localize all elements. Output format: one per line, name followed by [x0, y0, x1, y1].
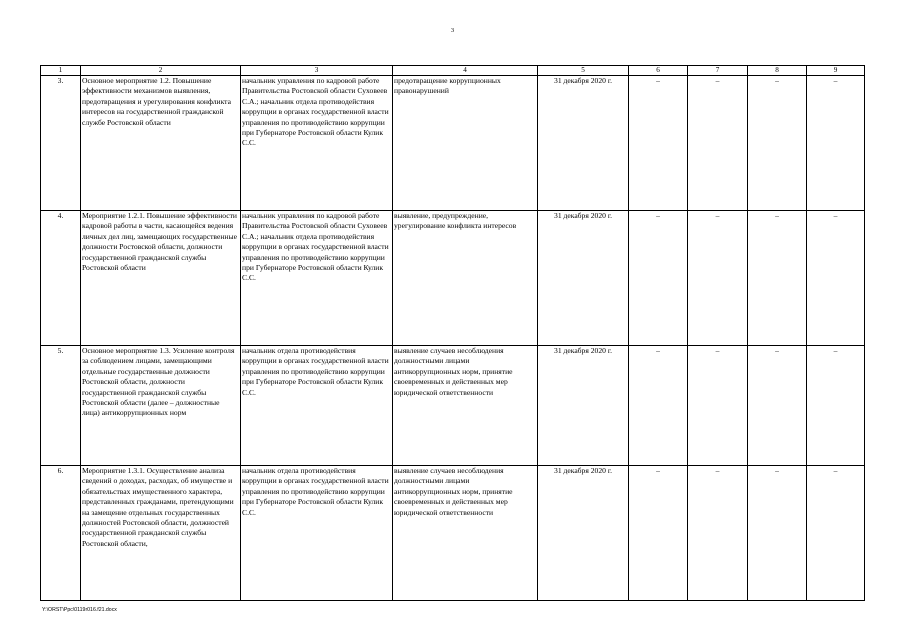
col8-cell: –	[748, 346, 807, 466]
col6-cell: –	[629, 211, 688, 346]
row-number: 3.	[41, 76, 81, 211]
responsible-cell: начальник управления по кадровой работе Правительства Ростовской области Суховеев С.А.; начальник отдела противодействия коррупции в органах государственной власти управления по противодействию коррупции при Губернаторе Ростовской области Кулик С.С.	[241, 211, 393, 346]
responsible-cell: начальник управления по кадровой работе Правительства Ростовской области Суховеев С.А.; начальник отдела противодействия коррупции в органах государственной власти управления по противодействию коррупции при Губернаторе Ростовской области Кулик С.С.	[241, 76, 393, 211]
table-row	[41, 211, 865, 346]
result-cell: предотвращение коррупционных правонарушений	[393, 76, 538, 211]
page-number: 3	[450, 27, 455, 34]
result-cell: выявление случаев несоблюдения должностными лицами антикоррупционных норм, принятие своевременных и действенных мер юридической ответственности	[393, 466, 538, 601]
deadline-cell: 31 декабря 2020 г.	[538, 76, 629, 211]
col6-cell: –	[629, 466, 688, 601]
column-header: 7	[688, 66, 748, 76]
col8-cell: –	[748, 211, 807, 346]
col9-cell: –	[807, 211, 865, 346]
result-cell: выявление случаев несоблюдения должностными лицами антикоррупционных норм, принятие своевременных и действенных мер юридической ответственности	[393, 346, 538, 466]
result-cell: выявление, предупреждение, урегулирование конфликта интересов	[393, 211, 538, 346]
row-number: 6.	[41, 466, 81, 601]
column-number-header-row	[41, 66, 865, 76]
col8-cell: –	[748, 76, 807, 211]
column-header: 3	[241, 66, 393, 76]
activity-cell: Мероприятие 1.2.1. Повышение эффективности кадровой работы в части, касающейся ведения личных дел лиц, замещающих государственные должности Ростовской области, должности государственной гражданской службы Ростовской области	[81, 211, 241, 346]
col9-cell: –	[807, 346, 865, 466]
column-header: 2	[81, 66, 241, 76]
table-row	[41, 346, 865, 466]
col8-cell: –	[748, 466, 807, 601]
col7-cell: –	[688, 346, 748, 466]
responsible-cell: начальник отдела противодействия коррупции в органах государственной власти управления по противодействию коррупции при Губернаторе Ростовской области Кулик С.С.	[241, 466, 393, 601]
col7-cell: –	[688, 76, 748, 211]
column-header: 1	[41, 66, 81, 76]
column-header: 4	[393, 66, 538, 76]
column-header: 6	[629, 66, 688, 76]
activities-table	[40, 65, 865, 601]
row-number: 4.	[41, 211, 81, 346]
deadline-cell: 31 декабря 2020 г.	[538, 211, 629, 346]
responsible-cell: начальник отдела противодействия коррупции в органах государственной власти управления по противодействию коррупции при Губернаторе Ростовской области Кулик С.С.	[241, 346, 393, 466]
column-header: 5	[538, 66, 629, 76]
col9-cell: –	[807, 76, 865, 211]
col6-cell: –	[629, 346, 688, 466]
activity-cell: Основное мероприятие 1.3. Усиление контроля за соблюдением лицами, замещающими отдельные государственные должности Ростовской области, должности государственной гражданской службы Ростовской области (далее – должностные лица) антикоррупционных норм	[81, 346, 241, 466]
table-row	[41, 466, 865, 601]
col7-cell: –	[688, 466, 748, 601]
column-header: 8	[748, 66, 807, 76]
row-number: 5.	[41, 346, 81, 466]
deadline-cell: 31 декабря 2020 г.	[538, 466, 629, 601]
col6-cell: –	[629, 76, 688, 211]
deadline-cell: 31 декабря 2020 г.	[538, 346, 629, 466]
col7-cell: –	[688, 211, 748, 346]
column-header: 9	[807, 66, 865, 76]
activity-cell: Основное мероприятие 1.2. Повышение эффективности механизмов выявления, предотвращения и урегулирования конфликта интересов на государственной гражданской службе Ростовской области	[81, 76, 241, 211]
footer-file-path: Y:\ORST\Ppc\0119r016.f21.docx	[42, 607, 117, 613]
col9-cell: –	[807, 466, 865, 601]
activity-cell: Мероприятие 1.3.1. Осуществление анализа сведений о доходах, расходах, об имуществе и обязательствах имущественного характера, представленных гражданами, претендующими на замещение отдельных государственных должностей Ростовской области, должностей государственной гражданской службы Ростовской области,	[81, 466, 241, 601]
table-row	[41, 76, 865, 211]
